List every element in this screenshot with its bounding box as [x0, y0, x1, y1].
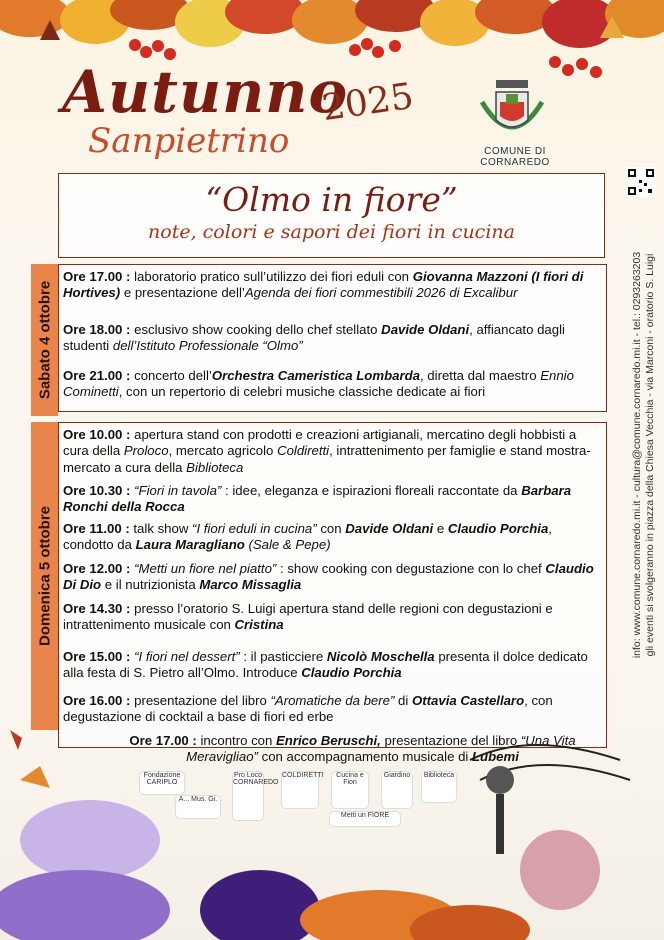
sponsor-logo[interactable]: Fondazione CARIPLO — [140, 772, 184, 794]
day-label: Domenica 5 ottobre — [36, 505, 53, 647]
sponsor-logo[interactable]: Pro Loco CORNAREDO — [233, 772, 263, 820]
day-label: Sabato 4 ottobre — [36, 280, 53, 400]
sponsor-logo[interactable]: Biblioteca — [422, 772, 456, 802]
event-title: “Olmo in fiore” — [205, 180, 458, 219]
schedule-item: Ore 15.00 : “I fiori nel dessert” : il pasticciere Nicolò Moschella presenta il dolce dedicato alla festa di S. Pietro all’Olmo. Introduce Claudio Porchia — [63, 649, 588, 681]
sponsor-logo[interactable]: Giardino — [382, 772, 412, 808]
municipality-label: COMUNE DI CORNAREDO — [480, 146, 550, 168]
title-year: 2025 — [319, 75, 417, 130]
sunday-schedule — [58, 422, 607, 765]
event-subtitle: note, colori e sapori dei fiori in cucina — [148, 221, 515, 243]
side-info-locations: gli eventi si svolgeranno in piazza della Chiesa Vecchia - via Marconi - oratorio S. Luigi — [644, 253, 656, 657]
schedule-item: Ore 21.00 : concerto dell’Orchestra Cameristica Lombarda, diretta dal maestro Ennio Cominetti, con un repertorio di celebri musiche classiche dedicate ai fiori — [63, 368, 574, 400]
schedule-item: Ore 10.00 : apertura stand con prodotti e creazioni artigianali, mercatino degli hobbisti a cura della Proloco, mercato agricolo Coldiretti, intrattenimento per famiglie e stand mostra-mercato a cura della Biblioteca — [63, 427, 591, 475]
schedule-item: Ore 12.00 : “Metti un fiore nel piatto” : show cooking con degustazione con lo chef Claudio Di Dio e il nutrizionista Marco Missaglia — [63, 561, 594, 593]
schedule-item: Ore 17.00 : incontro con Enrico Beruschi, presentazione del libro “Una Vita Meravigliao” con accompagnamento musicale di Lubemi — [129, 733, 576, 765]
schedule-item: Ore 18.00 : esclusivo show cooking dello chef stellato Davide Oldani, affiancato dagli studenti dell’Istituto Professionale “Olmo” — [63, 322, 565, 354]
schedule-item: Ore 10.30 : “Fiori in tavola” : idee, eleganza e ispirazioni floreali raccontate da Barbara Ronchi della Rocca — [63, 483, 572, 515]
schedule-item: Ore 11.00 : talk show “I fiori eduli in cucina” con Davide Oldani e Claudio Porchia, condotto da Laura Maragliano (Sale & Pepe) — [63, 521, 552, 553]
municipal-crest-icon — [472, 72, 552, 154]
schedule-item: Ore 16.00 : presentazione del libro “Aromatiche da bere” di Ottavia Castellaro, con degustazione di cocktail a base di fiori ed erbe — [63, 693, 553, 725]
sponsor-logo[interactable]: COLDIRETTI — [282, 772, 318, 808]
sponsors-strip — [140, 772, 520, 842]
saturday-schedule — [58, 264, 607, 412]
sponsor-logo[interactable]: Metti un FIORE — [330, 812, 400, 826]
headline-box — [58, 173, 605, 258]
side-info-strip — [624, 205, 664, 705]
day-tab-saturday — [31, 264, 58, 416]
title-autunno: Autunno — [62, 58, 349, 126]
sponsor-logo[interactable]: A... Mus. Gi. — [176, 796, 220, 818]
qr-code-icon[interactable] — [626, 167, 656, 197]
sponsor-logo[interactable]: Cucina e Fiori — [332, 772, 368, 808]
schedule-item: Ore 14.30 : presso l’oratorio S. Luigi apertura stand delle regioni con degustazioni e intrattenimento musicale con Cristina — [63, 601, 553, 633]
day-tab-sunday — [31, 422, 58, 730]
schedule-item: Ore 17.00 : laboratorio pratico sull’utilizzo dei fiori eduli con Giovanna Mazzoni (I fiori di Hortives) e presentazione dell’Agenda dei fiori commestibili 2026 di Excalibur — [63, 269, 584, 301]
side-info-contacts: info: www.comune.cornaredo.mi.it - cultura@comune.cornaredo.mi.it - tel.: 0293263203 — [631, 251, 643, 659]
title-sanpietrino: Sanpietrino — [88, 121, 290, 161]
